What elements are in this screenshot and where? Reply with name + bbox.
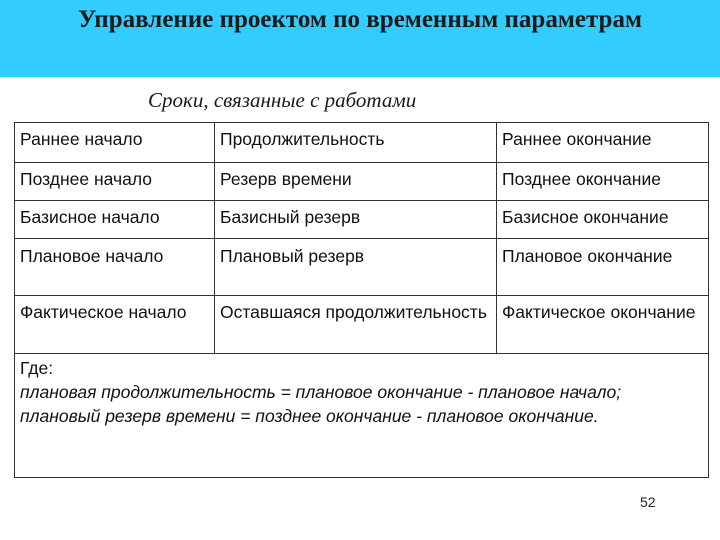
notes-cell: [15, 354, 709, 478]
table-cell: Фактическое начало: [15, 296, 215, 354]
notes-line-planned-reserve: плановый резерв времени = позднее окончание - плановое окончание.: [20, 406, 599, 426]
notes-line-planned-duration: плановая продолжительность = плановое окончание - плановое начало;: [20, 382, 622, 402]
table-cell: Продолжительность: [215, 123, 497, 163]
table-cell: Базисное начало: [15, 201, 215, 239]
table-cell: Базисное окончание: [497, 201, 709, 239]
notes-heading: Где:: [20, 358, 54, 378]
table-cell: Раннее окончание: [497, 123, 709, 163]
table-row: [15, 296, 709, 354]
table-cell: Плановое окончание: [497, 239, 709, 296]
table-row: [15, 163, 709, 201]
table-cell: Плановый резерв: [215, 239, 497, 296]
table-subtitle: Сроки, связанные с работами: [148, 88, 417, 112]
table-cell: Позднее окончание: [497, 163, 709, 201]
page-number: 52: [640, 494, 656, 510]
table-row: [15, 239, 709, 296]
terms-table: [14, 122, 709, 478]
table-cell: Фактическое окончание: [497, 296, 709, 354]
table-row: [15, 201, 709, 239]
table-cell: Раннее начало: [15, 123, 215, 163]
table-cell: Позднее начало: [15, 163, 215, 201]
table-cell: Оставшаяся продолжительность: [215, 296, 497, 354]
table-cell: Плановое начало: [15, 239, 215, 296]
table-row: [15, 123, 709, 163]
slide-title: Управление проектом по временным параметрам: [78, 6, 642, 33]
table-cell: Базисный резерв: [215, 201, 497, 239]
notes-row: [15, 354, 709, 478]
table-cell: Резерв времени: [215, 163, 497, 201]
